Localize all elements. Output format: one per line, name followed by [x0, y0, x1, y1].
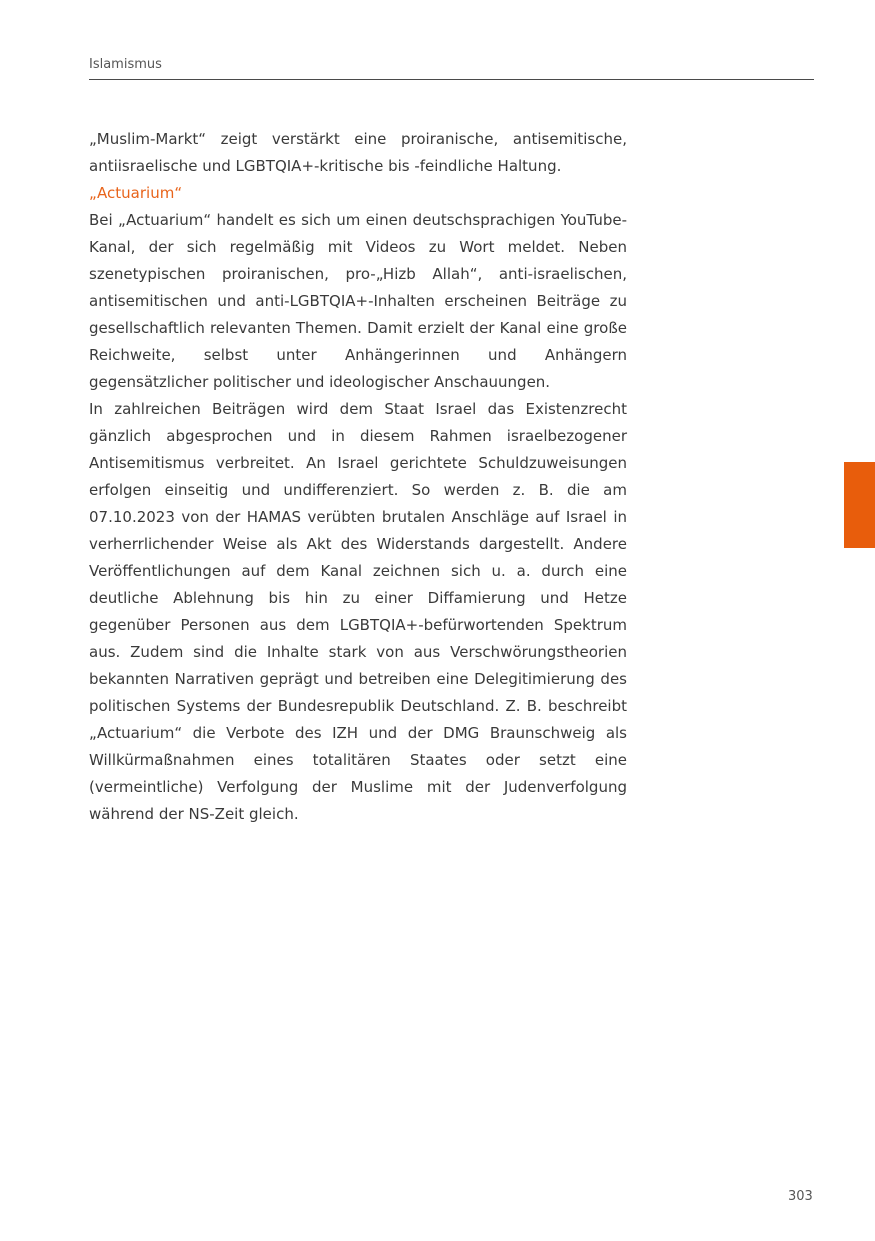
- header-rule: [89, 79, 814, 80]
- intro-paragraph: „Muslim-Markt“ zeigt verstärkt eine proiranische, antisemitische, antiisraelische und LGBTQIA+-kritische bis -feindliche Haltung.: [89, 130, 627, 175]
- page-number: 303: [788, 1189, 813, 1204]
- running-header: Islamismus: [89, 57, 162, 72]
- paragraph-1: Bei „Actuarium“ handelt es sich um einen deutschsprachigen YouTube-Kanal, der sich regelmäßig mit Videos zu Wort meldet. Neben szenetypischen proiranischen, pro-„Hizb Allah“, anti-israelischen, antisemitischen und anti-LGBTQIA+-Inhalten erscheinen Beiträge zu gesellschaftlich relevanten Themen. Damit erzielt der Kanal eine große Reichweite, selbst unter Anhängerinnen und Anhängern gegensätzlicher politischer und ideologischer Anschauungen.: [89, 211, 627, 391]
- paragraph-2: In zahlreichen Beiträgen wird dem Staat Israel das Existenzrecht gänzlich abgesprochen und in diesem Rahmen israelbezogener Antisemitismus verbreitet. An Israel gerichtete Schuldzuweisungen erfolgen einseitig und undifferenziert. So werden z. B. die am 07.10.2023 von der HAMAS verübten brutalen Anschläge auf Israel in verherrlichender Weise als Akt des Widerstands dargestellt. Andere Veröffentlichungen auf dem Kanal zeichnen sich u. a. durch eine deutliche Ablehnung bis hin zu einer Diffamierung und Hetze gegenüber Personen aus dem LGBTQIA+-befürwortenden Spektrum aus. Zudem sind die Inhalte stark von aus Verschwörungstheorien bekannten Narrativen geprägt und betreiben eine Delegitimierung des politischen Systems der Bundesrepublik Deutschland. Z. B. beschreibt „Actuarium“ die Verbote des IZH und der DMG Braunschweig als Willkürmaßnahmen eines totalitären Staates oder setzt eine (vermeintliche) Verfolgung der Muslime mit der Judenverfolgung während der NS-Zeit gleich.: [89, 400, 627, 823]
- body-text: [89, 126, 627, 828]
- section-heading: „Actuarium“: [89, 184, 183, 202]
- chapter-side-tab: [844, 462, 875, 548]
